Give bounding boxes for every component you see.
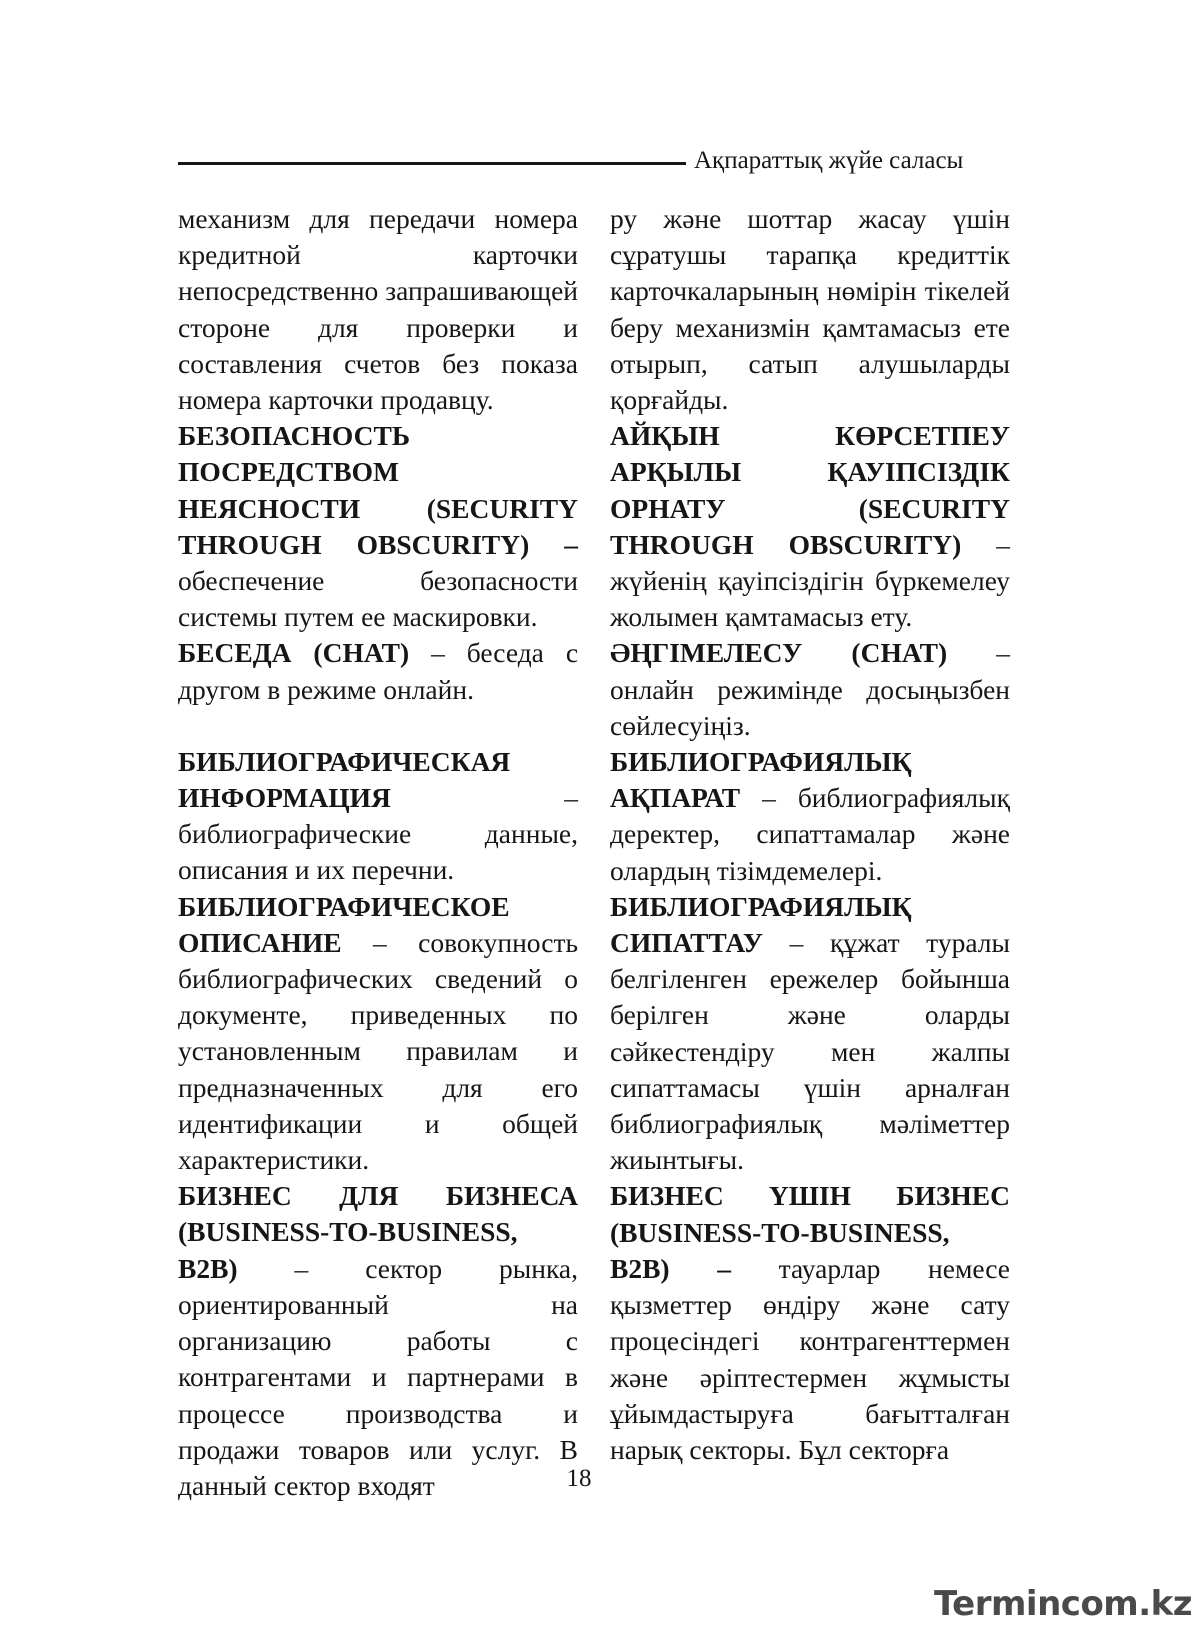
glossary-entry <box>610 744 1010 889</box>
entry-term: АЙҚЫН КӨРСЕТПЕУ АРҚЫЛЫ ҚАУІПСІЗДІК ОРНАТУ (SECURITY THROUGH OBSCURITY) <box>610 420 1010 560</box>
entry-definition: – библиографиялық деректер, сипаттамалар және олардың тізімдемелері. <box>610 782 1010 886</box>
entry-definition: – жүйенің қауіпсіздігін бүркемелеу жолымен қамтамасыз ету. <box>610 528 1011 633</box>
glossary-entry <box>610 418 1010 635</box>
glossary-entry <box>610 635 1010 744</box>
entry-term: БИБЛИОГРАФИЯЛЫҚ АҚПАРАТ <box>610 746 912 814</box>
glossary-entry <box>610 201 1010 418</box>
entry-definition: ру және шоттар жасау үшін сұратушы тарапқа кредиттік карточкаларының нөмірін тікелей беру механизмін қамтамасыз ете отырып, сатып алушыларды қорғайды. <box>610 203 1010 416</box>
entry-definition: – совокупность библиографических сведений о документе, приведенных по установленным правилам и предназначенных для его идентификации и общей характеристики. <box>178 926 579 1176</box>
entry-term: БИБЛИОГРАФИЯЛЫҚ СИПАТТАУ <box>610 890 912 959</box>
entry-definition: – сектор рынка, ориентированный на организацию работы с контрагентами и партнерами в процессе производства и продажи товаров или услуг. В данный сектор входят <box>178 1252 579 1501</box>
glossary-entry <box>178 1178 578 1504</box>
page-number: 18 <box>566 1465 592 1492</box>
left-column-russian <box>178 201 578 1504</box>
glossary-entry <box>178 201 578 418</box>
site-watermark: Termincom.kz <box>934 1584 1192 1624</box>
entry-definition: – беседа с другом в режиме онлайн. <box>178 637 579 705</box>
entry-term: ӘҢГІМЕЛЕСУ (CHAT) <box>610 637 948 669</box>
entry-term: БИЗНЕС ҮШІН БИЗНЕС (BUSINESS-TO-BUSINESS, B2B) – <box>610 1180 1010 1284</box>
glossary-entry <box>178 889 578 1179</box>
entry-term: БЕЗОПАСНОСТЬ ПОСРЕДСТВОМ НЕЯСНОСТИ (SECURITY THROUGH OBSCURITY) – <box>178 420 578 560</box>
glossary-entry <box>178 418 578 635</box>
glossary-entry <box>610 889 1010 1179</box>
glossary-entry <box>178 744 578 889</box>
entry-definition: – құжат туралы белгіленген ережелер бойынша берілген және оларды сәйкестендіру мен жалпы сипаттамасы үшін арналған библиографиялық мәліметтер жиынтығы. <box>610 927 1010 1176</box>
entry-term: БИБЛИОГРАФИЧЕСКАЯ ИНФОРМАЦИЯ <box>178 745 511 814</box>
entry-definition: механизм для передачи номера кредитной карточки непосредственно запрашивающей стороне для проверки и составления счетов без показа номера карточки продавцу. <box>178 203 578 416</box>
entry-definition: тауарлар немесе қызметтер өндіру және сату процесіндегі контрагенттермен және әріптестермен жұмысты ұйымдастыруға бағытталған нарық секторы. Бұл секторға <box>610 1252 1010 1465</box>
entry-definition: – онлайн режимінде досыңызбен сөйлесуіңіз. <box>610 637 1010 741</box>
glossary-entry <box>610 1178 1010 1468</box>
right-column-kazakh <box>610 201 1010 1468</box>
entry-definition: обеспечение безопасности системы путем ее маскировки. <box>178 565 578 633</box>
entry-term: БИЗНЕС ДЛЯ БИЗНЕСА (BUSINESS-TO-BUSINESS, B2B) <box>178 1180 578 1284</box>
running-header-title: Ақпараттық жүйе саласы <box>694 147 964 174</box>
glossary-entry <box>178 635 578 707</box>
entry-definition: – библиографические данные, описания и их перечни. <box>178 782 578 886</box>
entry-term: БИБЛИОГРАФИЧЕСКОЕ ОПИСАНИЕ <box>178 890 510 958</box>
header-rule <box>178 162 686 165</box>
entry-term: БЕСЕДА (CHAT) <box>178 637 410 669</box>
